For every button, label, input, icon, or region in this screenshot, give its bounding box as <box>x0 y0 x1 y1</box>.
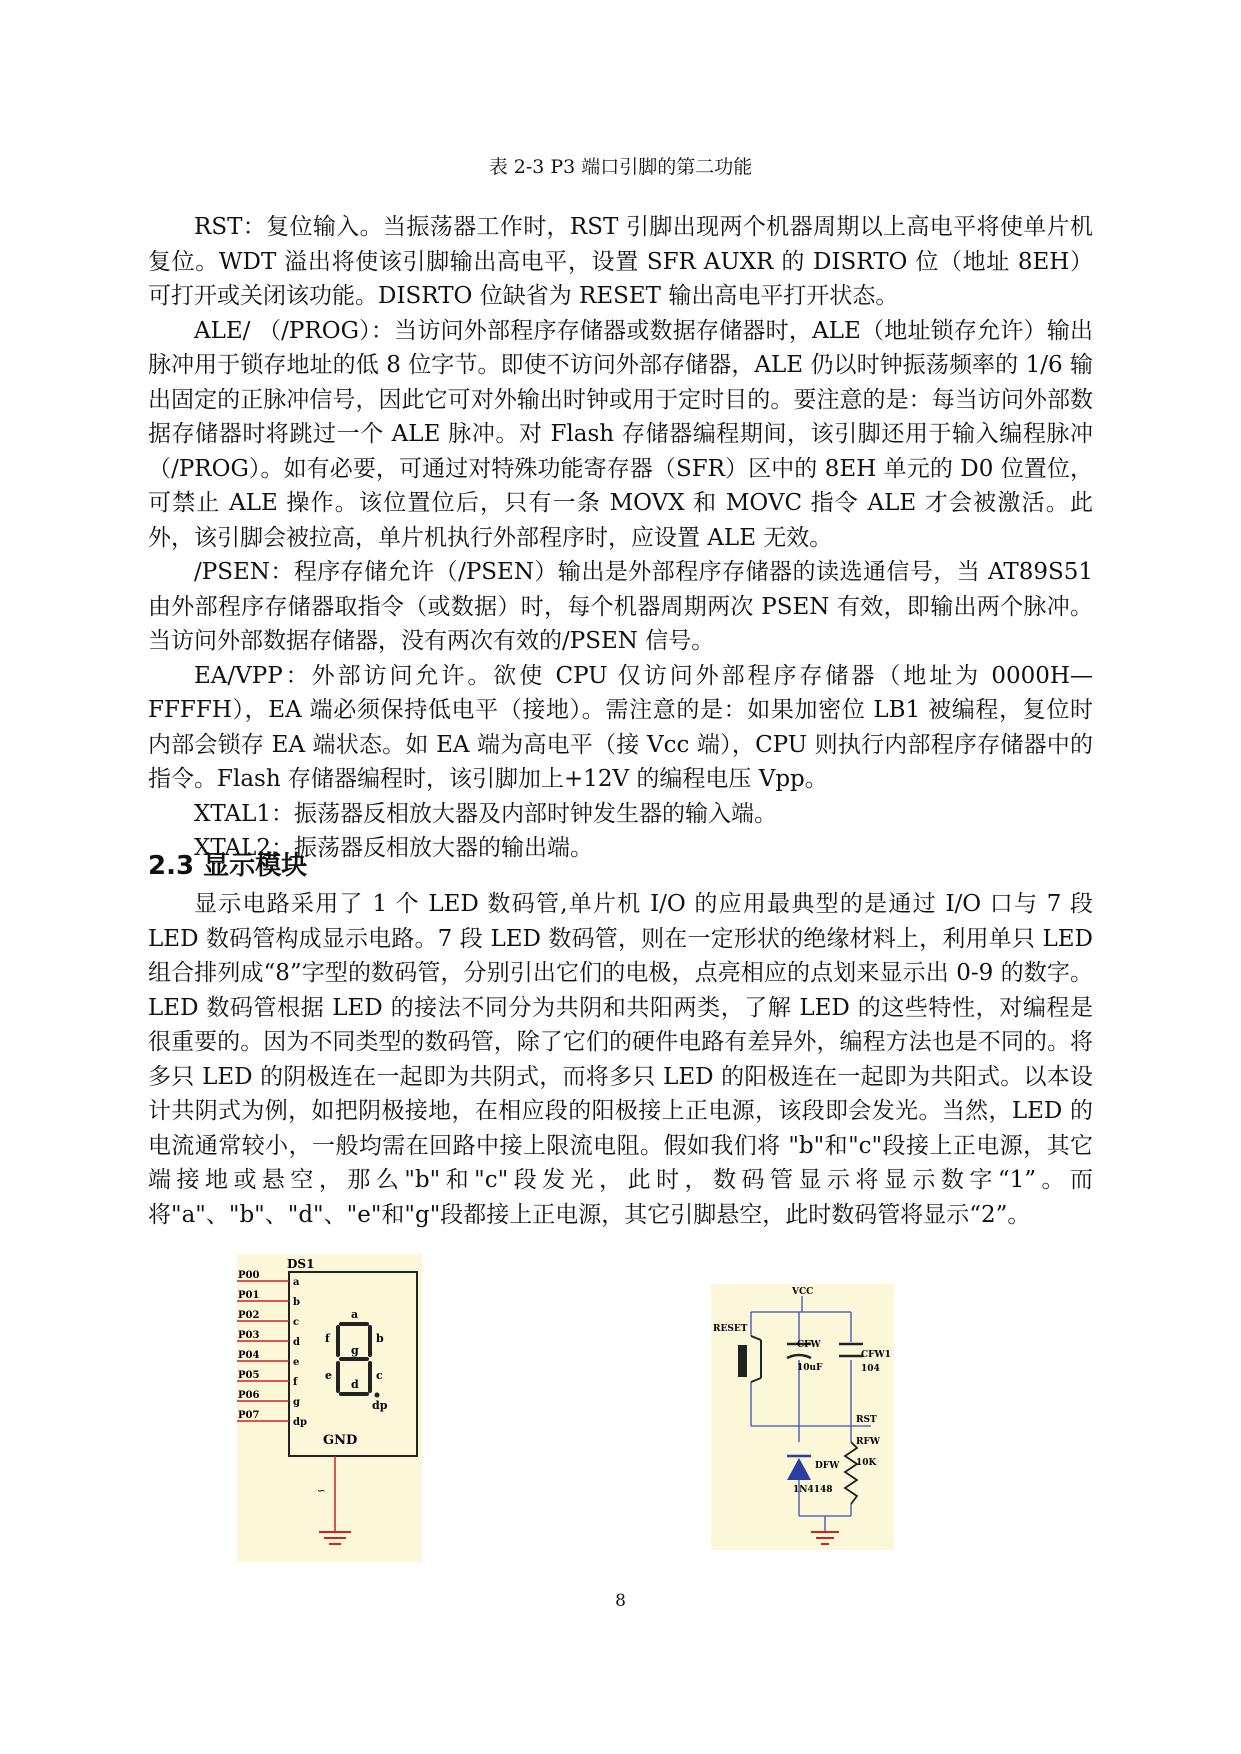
page-number: 8 <box>615 1591 626 1611</box>
paragraph-psen: /PSEN：程序存储允许（/PSEN）输出是外部程序存储器的读选通信号，当 AT89S51 由外部程序存储器取指令（或数据）时，每个机器周期两次 PSEN 有效，即输出两个脉冲。当访问外部数据存储器，没有两次有效的/PSEN 信号。 <box>148 559 1093 654</box>
ground-symbol-icon <box>319 1532 351 1544</box>
segment-label-c: c <box>376 1369 383 1382</box>
port-label: P01 <box>238 1290 260 1301</box>
port-label: P04 <box>238 1350 260 1361</box>
resistor-value-label: 10K <box>856 1458 877 1468</box>
cap1-value-label: 10uF <box>797 1363 823 1373</box>
ground-symbol-icon <box>811 1532 839 1544</box>
pin-label: f <box>293 1377 298 1388</box>
pin-label: d <box>293 1337 300 1348</box>
pin-label: g <box>293 1397 300 1408</box>
capacitor-cfw1-icon <box>839 1344 863 1356</box>
seven-segment-schematic-svg <box>237 1254 422 1562</box>
port-pins <box>237 1270 307 1428</box>
body-text-section <box>148 887 1093 1232</box>
section-heading: 2.3 显示模块 <box>148 851 308 881</box>
ground-net-mark: ∽ <box>317 1486 326 1497</box>
pin-label: c <box>293 1317 300 1328</box>
diode-part-label: 1N4148 <box>793 1485 833 1495</box>
figure-seven-segment-schematic <box>237 1254 422 1562</box>
reset-switch-label: RESET <box>713 1324 748 1334</box>
segment-label-a: a <box>351 1308 359 1321</box>
pin-label: a <box>293 1277 300 1288</box>
diode-name-label: DFW <box>815 1461 840 1471</box>
paragraph-rst: RST：复位输入。当振荡器工作时，RST 引脚出现两个机器周期以上高电平将使单片机复位。WDT 溢出将使该引脚输出高电平，设置 SFR AUXR 的 DISRTO 位（地址 8EH）可打开或关闭该功能。DISRTO 位缺省为 RESET 输出高电平打开状态。 <box>148 214 1093 309</box>
paragraph-led-display: 显示电路采用了 1 个 LED 数码管,单片机 I/O 的应用最典型的是通过 I/O 口与 7 段 LED 数码管构成显示电路。7 段 LED 数码管，则在一定形状的绝缘材料上，利用单只 LED 组合排列成“8”字型的数码管，分别引出它们的电极，点亮相应的点划来显示出 0-9 的数字。LED 数码管根据 LED 的接法不同分为共阴和共阳两类，了解 LED 的这些特性，对编程是很重要的。因为不同类型的数码管，除了它们的硬件电路有差异外，编程方法也是不同的。将多只 LED 的阴极连在一起即为共阴式，而将多只 LED 的阳极连在一起即为共阳式。以本设计共阴式为例，如把阴极接地，在相应段的阳极接上正电源，该段即会发光。当然，LED 的电流通常较小，一般均需在回路中接上限流电阻。假如我们将 "b"和"c"段接上正电源，其它端接地或悬空，那么"b"和"c"段发光，此时，数码管显示将显示数字“1”。而将"a"、"b"、"d"、"e"和"g"段都接上正电源，其它引脚悬空，此时数码管将显示“2”。 <box>148 891 1093 1228</box>
display-outline <box>289 1272 417 1456</box>
cap2-name-label: CFW1 <box>861 1350 891 1360</box>
segment-label-g: g <box>351 1344 359 1357</box>
segment-label-e: e <box>325 1369 332 1382</box>
gnd-label: GND <box>323 1433 358 1448</box>
paragraph-ea: EA/VPP：外部访问允许。欲使 CPU 仅访问外部程序存储器（地址为 0000H—FFFFH），EA 端必须保持低电平（接地）。需注意的是：如果加密位 LB1 被编程，复位时内部会锁存 EA 端状态。如 EA 端为高电平（接 Vcc 端），CPU 则执行内部程序存储器中的指令。Flash 存储器编程时，该引脚加上+12V 的编程电压 Vpp。 <box>148 662 1093 792</box>
port-label: P03 <box>238 1330 260 1341</box>
pin-label: e <box>293 1357 300 1368</box>
cap1-name-label: CFW <box>797 1340 821 1350</box>
segment-label-dp: dp <box>372 1399 388 1412</box>
port-label: P06 <box>238 1390 260 1401</box>
paragraph-xtal1: XTAL1：振荡器反相放大器及内部时钟发生器的输入端。 <box>194 800 777 827</box>
port-label: P07 <box>238 1410 260 1421</box>
segment-label-b: b <box>376 1332 384 1345</box>
paragraph-ale: ALE/ （/PROG）：当访问外部程序存储器或数据存储器时，ALE（地址锁存允许）输出脉冲用于锁存地址的低 8 位字节。即使不访问外部存储器，ALE 仍以时钟振荡频率的 1/6 输出固定的正脉冲信号，因此它可对外输出时钟或用于定时目的。要注意的是：每当访问外部数据存储器时将跳过一个 ALE 脉冲。对 Flash 存储器编程期间，该引脚还用于输入编程脉冲（/PROG）。如有必要，可通过对特殊功能寄存器（SFR）区中的 8EH 单元的 D0 位置位，可禁止 ALE 操作。该位置位后，只有一条 MOVX 和 MOVC 指令 ALE 才会被激活。此外，该引脚会被拉高，单片机执行外部程序时，应设置 ALE 无效。 <box>148 317 1093 551</box>
reset-circuit-svg <box>711 1284 894 1550</box>
body-text-top <box>148 210 1093 866</box>
diode-dfw-icon <box>787 1456 811 1480</box>
resistor-rfw-icon <box>845 1442 857 1504</box>
rst-label: RST <box>856 1415 877 1425</box>
vcc-label: VCC <box>792 1287 814 1297</box>
figure-reset-circuit-schematic <box>711 1284 894 1550</box>
resistor-name-label: RFW <box>856 1437 880 1447</box>
table-caption: 表 2-3 P3 端口引脚的第二功能 <box>488 156 753 178</box>
segment-label-d: d <box>351 1378 359 1391</box>
reset-switch-icon <box>739 1336 761 1382</box>
port-label: P00 <box>238 1270 260 1281</box>
port-label: P02 <box>238 1310 260 1321</box>
part-label: DS1 <box>287 1257 315 1271</box>
segment-dp-dot <box>375 1393 380 1398</box>
port-label: P05 <box>238 1370 260 1381</box>
paragraph-xtal2: XTAL2：振荡器反相放大器的输出端。 <box>194 835 593 861</box>
reset-circuit-wires <box>751 1296 871 1532</box>
cap2-value-label: 104 <box>861 1364 880 1374</box>
segment-label-f: f <box>325 1332 330 1345</box>
pin-label: dp <box>293 1417 307 1428</box>
pin-label: b <box>293 1297 300 1308</box>
